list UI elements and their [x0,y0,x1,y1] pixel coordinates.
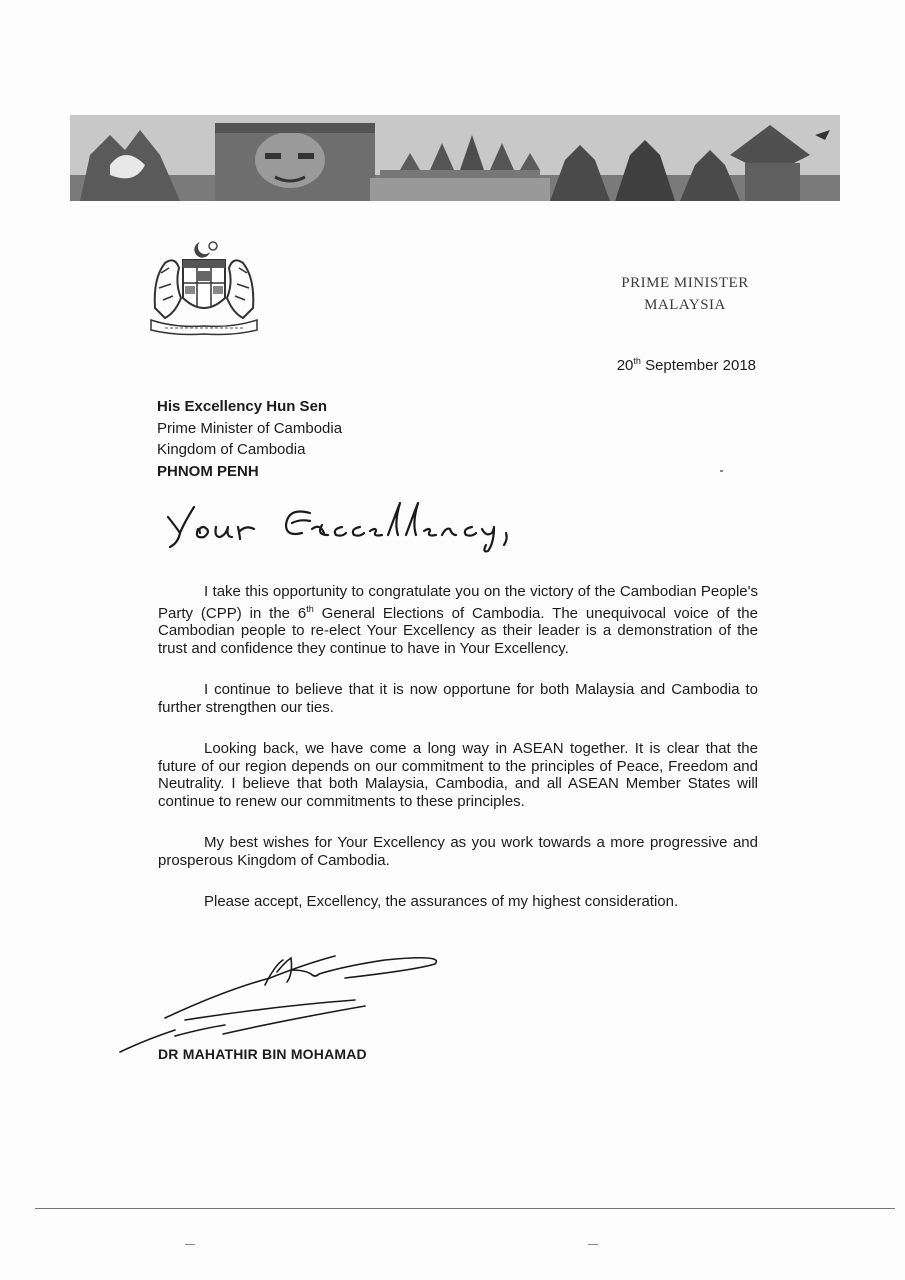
letter-date [556,356,756,374]
handwritten-signature [115,940,455,1060]
office-heading [560,272,810,316]
date-day: 20 [616,357,634,374]
page-footer-rule [35,1208,895,1209]
body-paragraph-4: My best wishes for Your Excellency as you work towards a more progressive and prosperous Kingdom of Cambodia. [158,834,758,869]
p1-text-b: General Elections of Cambodia. The unequivocal voice of the Cambodian people to re-elect Your Excellency as their leader is a demonstration of the trust and confidence they continue to have in Your Excellency. [158,604,758,657]
body-paragraph-3: Looking back, we have come a long way in ASEAN together. It is clear that the future of our region depends on our commitment to the principles of Peace, Freedom and Neutrality. I believe that both Malaysia, Cambodia, and all ASEAN Member States will continue to renew our commitments to these principles. [158,740,758,810]
recipient-title: Prime Minister of Cambodia [157,419,343,437]
date-suffix: th [633,356,641,366]
scan-speck [588,1244,598,1245]
scan-speck [185,1244,195,1245]
signatory-name: DR MAHATHIR BIN MOHAMAD [158,1046,367,1062]
handwritten-salutation [160,493,570,558]
date-rest: September 2018 [640,357,756,374]
recipient-city: PHNOM PENH [157,462,259,480]
recipient-name: His Excellency Hun Sen [157,398,328,415]
scan-speck [720,470,723,472]
body-paragraph-5: Please accept, Excellency, the assurances of my highest consideration. [204,893,679,910]
recipient-address [157,396,342,482]
body-paragraph-2: I continue to believe that it is now opportune for both Malaysia and Cambodia to further strengthen our ties. [158,681,758,716]
office-title: PRIME MINISTER [621,275,749,291]
recipient-country: Kingdom of Cambodia [157,441,306,458]
letter-body [158,583,758,935]
p1-superscript: th [306,603,314,614]
body-paragraph-1 [158,583,758,657]
p1-text-a: I take this opportunity to congratulate you on the victory of the Cambodian People's Party (CPP) in the 6 [158,583,758,622]
malaysia-coat-of-arms-icon [145,238,263,338]
office-country: MALAYSIA [644,297,726,313]
temple-banner-image [70,115,840,201]
